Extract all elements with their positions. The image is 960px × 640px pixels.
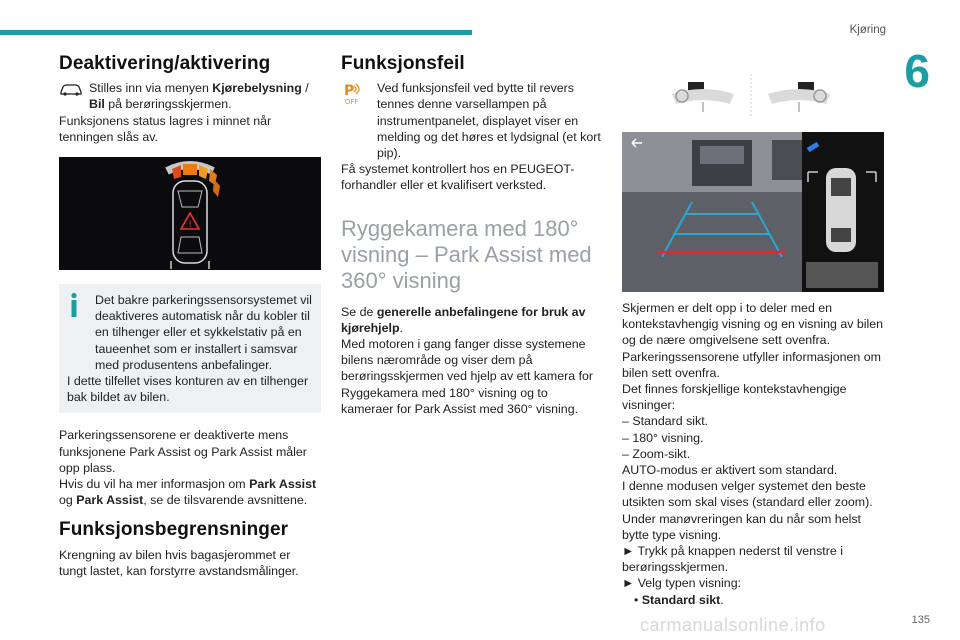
svg-text:!: ! [188, 220, 192, 231]
standard-view-icon [668, 74, 738, 118]
fault-text: Ved funksjonsfeil ved bytte til revers tennes denne varsellampen på instrumentpanelet, displayet viser en melding og det høres et lydsignal (et kort pip). [377, 81, 601, 161]
see-recommendations: Se de generelle anbefalingene for bruk av kjørehjelp. [341, 304, 586, 335]
menu-text: Stilles inn via menyen Kjørebelysning / Bil på berøringsskjermen. [89, 81, 309, 112]
list-item: – 180° visning. [622, 430, 704, 445]
info-text-outline: I dette tilfellet vises konturen av en tilhenger bak bildet av bilen. [67, 374, 309, 405]
chapter-title: Kjøring [849, 24, 886, 36]
top-accent-bar [0, 30, 472, 35]
auto-text: AUTO-modus er aktivert som standard. [622, 463, 838, 478]
info-icon [67, 292, 95, 373]
watermark: carmanualsonline.info [640, 615, 826, 635]
fault-warning [341, 80, 603, 161]
svg-text:P: P [344, 83, 355, 100]
view-mode-icons [618, 74, 884, 118]
camera-display-illustration [622, 132, 884, 292]
car-outline-icon [59, 80, 89, 100]
limitations-text: Krengning av bilen hvis bagasjerommet er tungt lastet, kan forstyrre avstandsmålinger. [59, 547, 299, 578]
step-1: ► Trykk på knappen nederst til venstre i berøringsskjermen. [622, 544, 843, 575]
sensors-text: Parkeringssensorene utfyller informasjonen om bilen sett ovenfra. [622, 349, 881, 380]
split-text: Skjermen er delt opp i to deler med en kontekstavhengig visning og en visning av bilen og de nære omgivelsene sett ovenfra. [622, 301, 884, 348]
heading-camera: Ryggekamera med 180° visning – Park Assist med 360° visning [341, 215, 592, 293]
more-info-text: Hvis du vil ha mer informasjon om Park Assist og Park Assist, se de tilsvarende avsnittene. [59, 477, 317, 508]
deactivated-text: Parkeringssensorene er deaktiverte mens funksjonene Park Assist og Park Assist måler opp plass. [59, 428, 307, 475]
column-3 [622, 70, 884, 608]
park-sensor-off-warning-icon [341, 80, 377, 110]
fault-check-text: Få systemet kontrollert hos en PEUGEOT-forhandler eller et kvalifisert verksted. [341, 162, 575, 193]
step-2: ► Velg typen visning: [622, 576, 742, 591]
mode-text: I denne modusen velger systemet den beste utsikten som skal vises (standard eller zoom). [622, 479, 873, 510]
info-box-trailer [59, 284, 321, 413]
engine-running-text: Med motoren i gang fanger disse systemene bilens nærområde og viser dem på berøringsskjermen ved hjelp av ett kamera for Ryggekamera med 180° visning og to kameraer for Park Assist med 360° visning. [341, 337, 594, 416]
heading-fault: Funksjonsfeil [341, 53, 465, 74]
manoeuvre-text: Under manøvreringen kan du når som helst bytte type visning. [622, 511, 861, 542]
warning-off-label: OFF [345, 98, 359, 107]
menu-instruction [59, 80, 321, 112]
list-item: – Zoom-sikt. [622, 446, 691, 461]
zoom-view-icon [764, 74, 834, 118]
mode-divider [750, 74, 752, 118]
info-text-trailer: Det bakre parkeringssensorsystemet vil deaktiveres automatisk når du kobler til en tilhenger eller et sykkelstativ på en taueenhet som er installert i samsvar med produsentens anbefalinger. [95, 293, 312, 372]
column-2 [341, 53, 603, 417]
heading-deactivation: Deaktivering/aktivering [59, 53, 271, 74]
list-item: – Standard sikt. [622, 414, 709, 429]
status-text: Funksjonens status lagres i minnet når tenningen slås av. [59, 113, 272, 144]
bullet-standard: • Standard sikt. [634, 592, 724, 607]
context-intro: Det finnes forskjellige kontekstavhengige visninger: [622, 382, 847, 413]
parking-sensor-illustration [59, 157, 321, 270]
column-1 [59, 53, 321, 579]
chapter-number: 6 [904, 45, 930, 97]
page-number: 135 [911, 614, 930, 626]
heading-limitations: Funksjonsbegrensninger [59, 519, 289, 541]
